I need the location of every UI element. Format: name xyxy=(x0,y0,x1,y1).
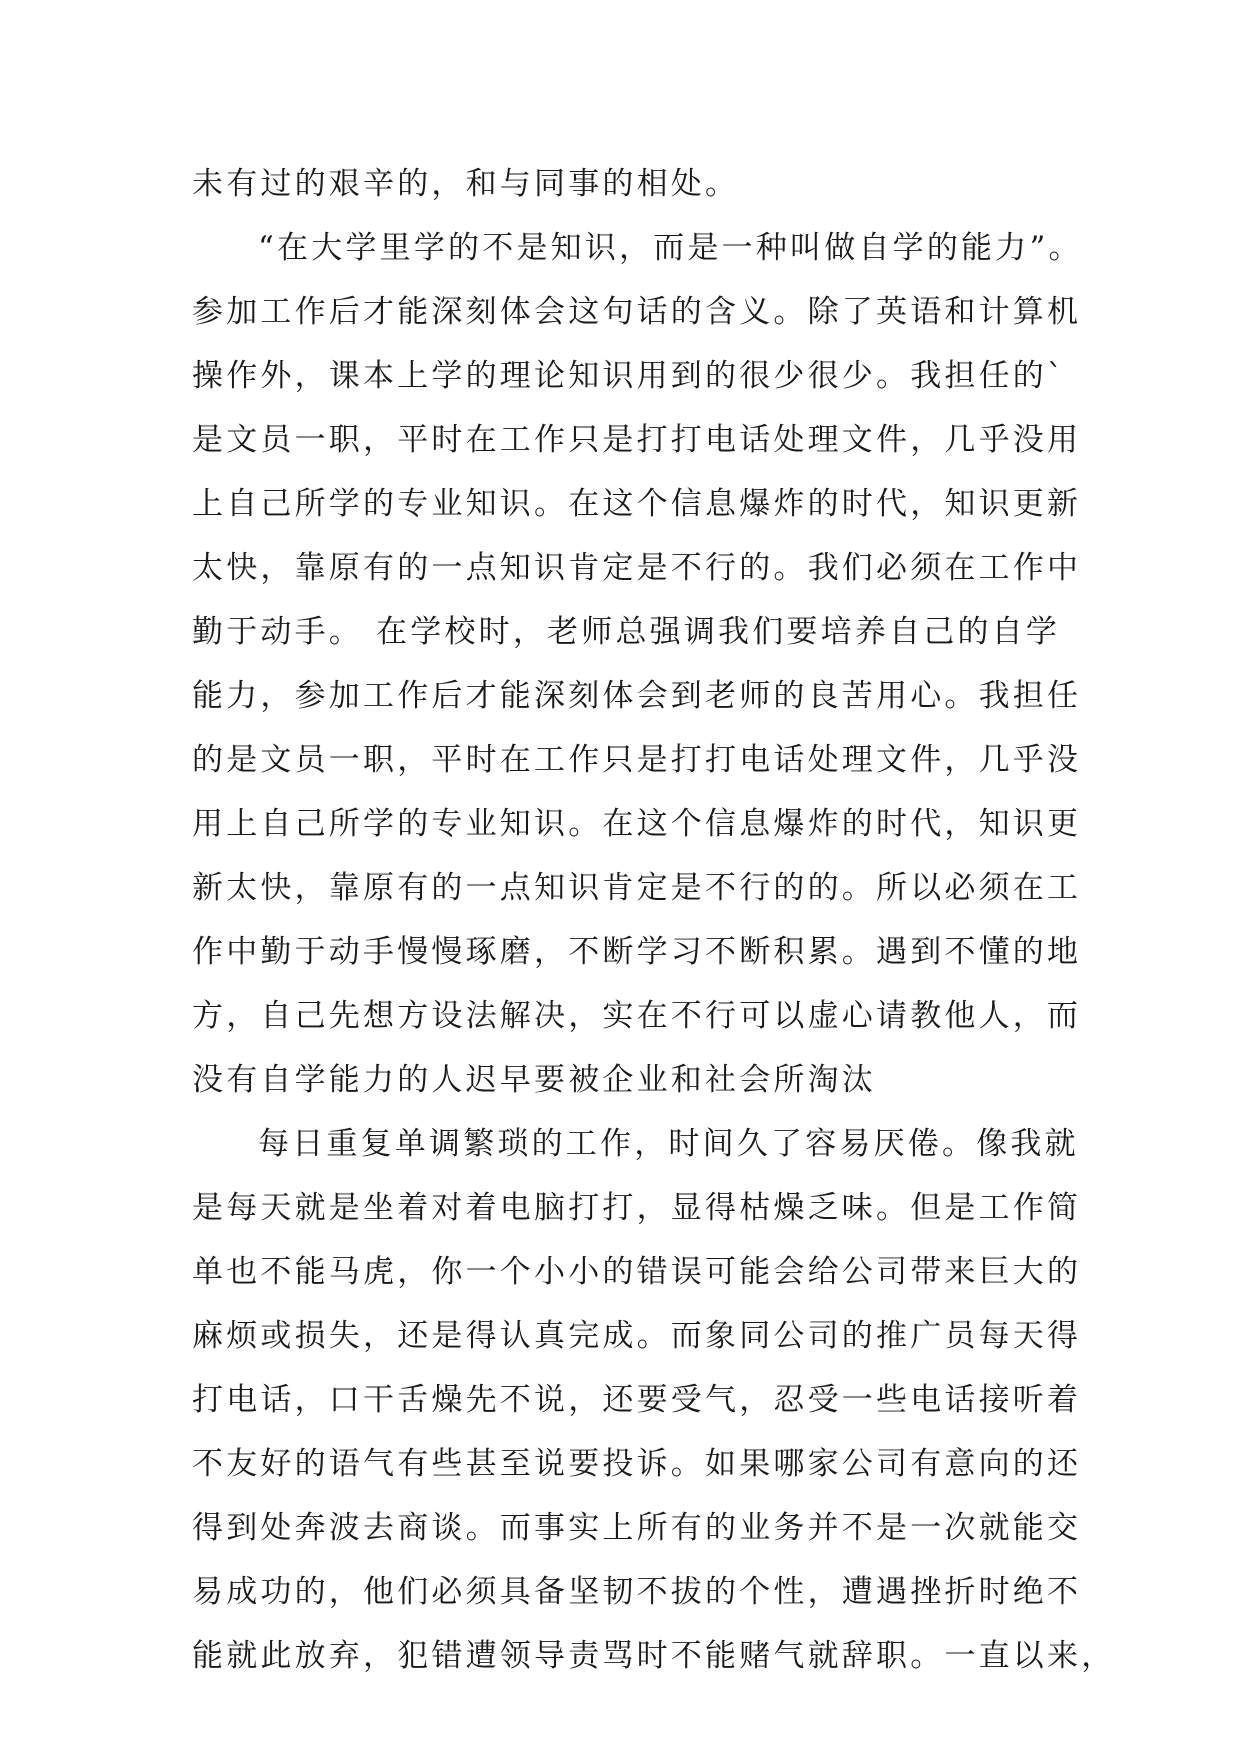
text-line: 用上自己所学的专业知识。在这个信息爆炸的时代，知识更 xyxy=(192,806,1082,842)
paragraph-first-line: “在大学里学的不是知识，而是一种叫做自学的能力”。 xyxy=(258,230,1083,266)
text-line: 是每天就是坐着对着电脑打打，显得枯燥乏味。但是工作简 xyxy=(192,1190,1082,1226)
text-line: 能力，参加工作后才能深刻体会到老师的良苦用心。我担任 xyxy=(192,678,1082,714)
text-line: 易成功的，他们必须具备坚韧不拔的个性，遭遇挫折时绝不 xyxy=(192,1574,1082,1610)
text-line: 是文员一职，平时在工作只是打打电话处理文件，几乎没用 xyxy=(192,422,1082,458)
text-line: 能就此放弃，犯错遭领导责骂时不能赌气就辞职。一直以来， xyxy=(192,1638,1116,1674)
text-line: 太快，靠原有的一点知识肯定是不行的。我们必须在工作中 xyxy=(192,550,1082,586)
text-line: 的是文员一职，平时在工作只是打打电话处理文件，几乎没 xyxy=(192,742,1082,778)
text-line: 勤于动手。 在学校时，老师总强调我们要培养自己的自学 xyxy=(192,614,1061,650)
text-line: 未有过的艰辛的，和与同事的相处。 xyxy=(192,166,740,202)
text-line: 麻烦或损失，还是得认真完成。而象同公司的推广员每天得 xyxy=(192,1318,1082,1354)
text-line: 单也不能马虎，你一个小小的错误可能会给公司带来巨大的 xyxy=(192,1254,1082,1290)
text-line: 打电话，口干舌燥先不说，还要受气，忍受一些电话接听着 xyxy=(192,1382,1082,1418)
text-line: 新太快，靠原有的一点知识肯定是不行的的。所以必须在工 xyxy=(192,870,1082,906)
text-line: 参加工作后才能深刻体会这句话的含义。除了英语和计算机 xyxy=(192,294,1082,330)
text-line: 作中勤于动手慢慢琢磨，不断学习不断积累。遇到不懂的地 xyxy=(192,934,1082,970)
text-line: 上自己所学的专业知识。在这个信息爆炸的时代，知识更新 xyxy=(192,486,1082,522)
text-line: 没有自学能力的人迟早要被企业和社会所淘汰 xyxy=(192,1062,876,1098)
text-line: 不友好的语气有些甚至说要投诉。如果哪家公司有意向的还 xyxy=(192,1446,1082,1482)
paragraph-first-line: 每日重复单调繁琐的工作，时间久了容易厌倦。像我就 xyxy=(258,1126,1079,1162)
text-line: 得到处奔波去商谈。而事实上所有的业务并不是一次就能交 xyxy=(192,1510,1082,1546)
text-line: 操作外，课本上学的理论知识用到的很少很少。我担任的` xyxy=(192,358,1066,394)
text-line: 方，自己先想方设法解决，实在不行可以虚心请教他人，而 xyxy=(192,998,1082,1034)
